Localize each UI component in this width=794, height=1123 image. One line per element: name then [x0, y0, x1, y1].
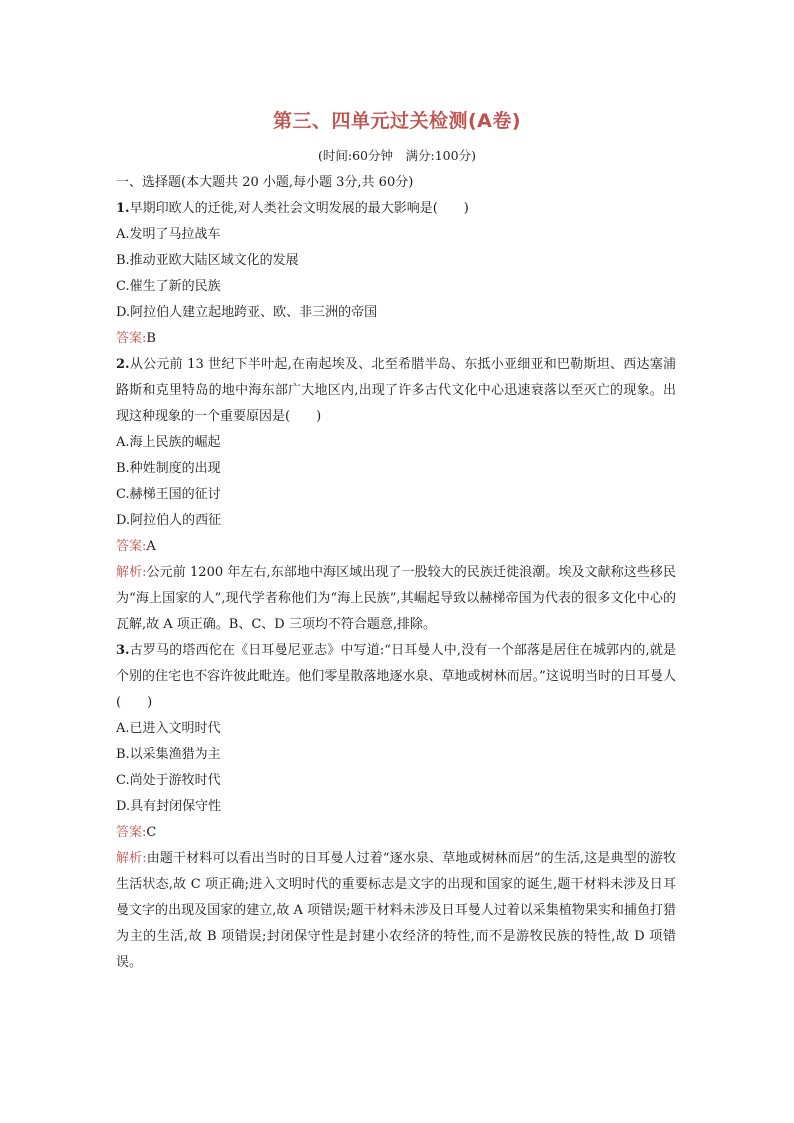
analysis-label: 解析: [116, 851, 147, 866]
answer-value: A [146, 539, 156, 554]
exam-meta: (时间:60分钟 满分:100分) [318, 148, 476, 163]
option-a: A.已进入文明时代 [116, 721, 221, 736]
answer-label: 答案: [116, 825, 147, 840]
question-3 [116, 638, 676, 976]
analysis-line [116, 560, 676, 638]
analysis-text: 公元前 1200 年左右,东部地中海区域出现了一股较大的民族迁徙浪潮。埃及文献称这些移民为“海上国家的人”,现代学者称他们为“海上民族”,其崛起导致以赫梯帝国为代表的很多文化中心的瓦解,故 A 项正确。B、C、D 三项均不符合题意,排除。 [116, 565, 676, 632]
question-text: 从公元前 13 世纪下半叶起,在南起埃及、北至希腊半岛、东抵小亚细亚和巴勒斯坦、西达塞浦路斯和克里特岛的地中海东部广大地区内,出现了许多古代文化中心迅速衰落以至灭亡的现象。出现这种现象的一个重要原因是( ) [116, 357, 676, 424]
answer-line [116, 326, 676, 352]
question-stem [116, 638, 676, 716]
option-b: B.以采集渔猎为主 [116, 747, 221, 762]
question-stem [116, 352, 676, 430]
question-text: 早期印欧人的迁徙,对人类社会文明发展的最大影响是( ) [129, 201, 469, 216]
question-number: 2. [116, 357, 130, 372]
question-number: 1. [116, 201, 130, 216]
option-c: C.尚处于游牧时代 [116, 773, 221, 788]
option-d: D.具有封闭保守性 [116, 799, 222, 814]
answer-line [116, 534, 676, 560]
answer-value: C [146, 825, 157, 840]
option-c: C.赫梯王国的征讨 [116, 487, 221, 502]
answer-label: 答案: [116, 539, 147, 554]
page-title: 第三、四单元过关检测(A卷) [272, 110, 522, 132]
question-text: 古罗马的塔西佗在《日耳曼尼亚志》中写道:“日耳曼人中,没有一个部落是居住在城郭内的,就是个别的住宅也不容许彼此毗连。他们零星散落地逐水泉、草地或树林而居。”这说明当时的日耳曼人( ) [116, 643, 676, 710]
exam-content [116, 170, 676, 976]
answer-label: 答案: [116, 331, 147, 346]
option-b: B.种姓制度的出现 [116, 461, 221, 476]
analysis-line [116, 846, 676, 976]
analysis-label: 解析: [116, 565, 147, 580]
option-a: A.发明了马拉战车 [116, 227, 221, 242]
option-a: A.海上民族的崛起 [116, 435, 221, 450]
question-2 [116, 352, 676, 638]
question-number: 3. [116, 643, 130, 658]
analysis-text: 由题干材料可以看出当时的日耳曼人过着“逐水泉、草地或树林而居”的生活,这是典型的游牧生活状态,故 C 项正确;进入文明时代的重要标志是文字的出现和国家的诞生,题干材料未涉及日耳曼文字的出现及国家的建立,故 A 项错误;题干材料未涉及日耳曼人过着以采集植物果实和捕鱼打猎为主的生活,故 B 项错误;封闭保守性是封建小农经济的特性,而不是游牧民族的特性,故 D 项错误。 [116, 851, 676, 970]
question-1 [116, 196, 676, 352]
question-stem [116, 196, 676, 222]
section-heading: 一、选择题(本大题共 20 小题,每小题 3分,共 60分) [116, 175, 414, 190]
option-b: B.推动亚欧大陆区域文化的发展 [116, 253, 299, 268]
option-d: D.阿拉伯人建立起地跨亚、欧、非三洲的帝国 [116, 305, 378, 320]
answer-line [116, 820, 676, 846]
option-c: C.催生了新的民族 [116, 279, 221, 294]
answer-value: B [146, 331, 156, 346]
option-d: D.阿拉伯人的西征 [116, 513, 222, 528]
